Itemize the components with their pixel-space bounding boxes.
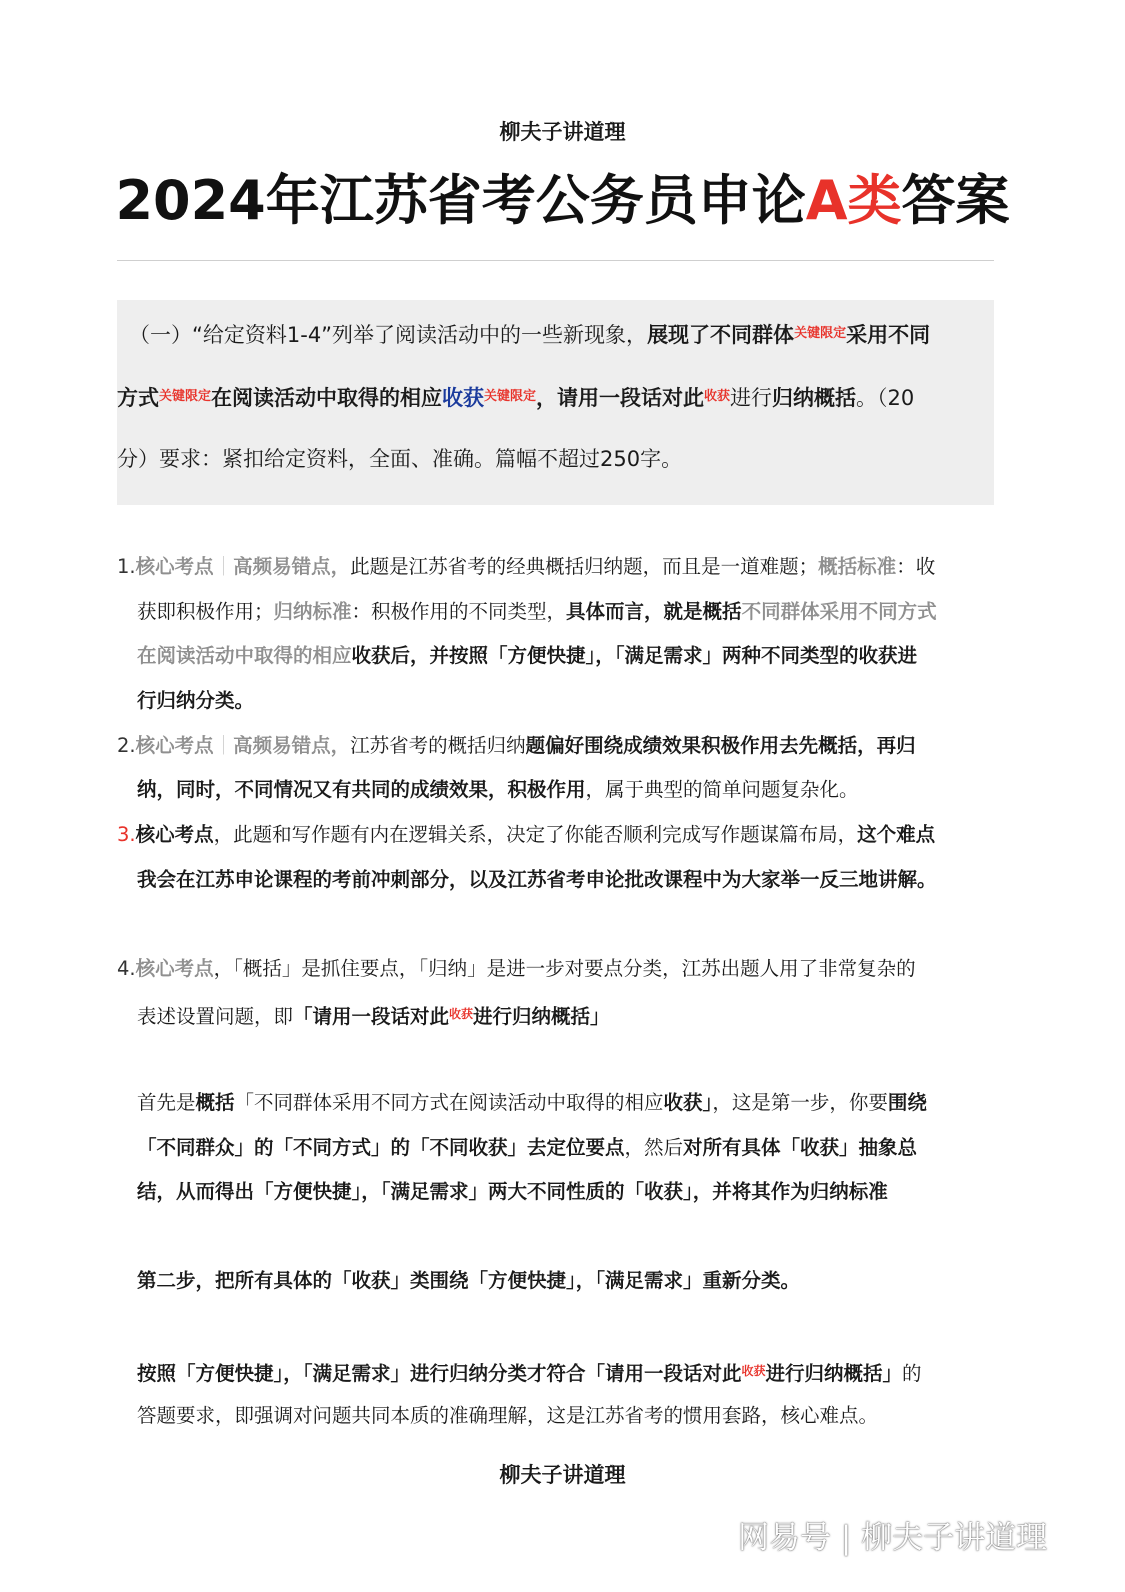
point-text: ，属于典型的简单问题复杂化。 bbox=[585, 778, 859, 801]
label-error-prone: 高频易错点， bbox=[233, 555, 351, 578]
point-emphasis: 这个难点 bbox=[857, 823, 936, 846]
question-emphasis: 归纳概括 bbox=[772, 386, 857, 410]
point-gray-text: 在阅读活动中取得的相应 bbox=[137, 644, 352, 667]
point-3-line-1 bbox=[117, 820, 935, 850]
step-1-line-3: 结，从而得出「方便快捷」，「满足需求」两大不同性质的「收获」，并将其作为归纳标准 bbox=[137, 1180, 888, 1203]
question-line-3: 分）要求：紧扣给定资料，全面、准确。篇幅不超过250字。 bbox=[117, 447, 683, 471]
analysis-emphasis: 进行归纳概括」 bbox=[765, 1362, 903, 1385]
point-emphasis: 收获后，并按照「方便快捷」，「满足需求」两种不同类型的收获进 bbox=[351, 644, 918, 667]
analysis-emphasis: 围绕 bbox=[887, 1091, 927, 1114]
list-number: 3. bbox=[117, 823, 136, 846]
key-limit-tag: 关键限定 bbox=[484, 389, 537, 404]
step-1-line-2 bbox=[137, 1133, 917, 1163]
question-emphasis: 在阅读活动中取得的相应 bbox=[211, 386, 443, 410]
analysis-emphasis: 「不同群众」的「不同方式」的「不同收获」去定位要点 bbox=[137, 1136, 625, 1159]
analysis-text: ，然后 bbox=[624, 1136, 684, 1159]
analysis-text: ，这是第一步，你要 bbox=[712, 1091, 888, 1114]
question-emphasis: ，请用一段话对此 bbox=[536, 386, 705, 410]
key-limit-tag: 关键限定 bbox=[794, 326, 847, 341]
question-emphasis: 采用不同 bbox=[846, 323, 931, 347]
question-line-1 bbox=[129, 302, 930, 367]
label-standard: 归纳标准 bbox=[273, 600, 352, 623]
point-4-line-2 bbox=[137, 999, 610, 1032]
title-divider bbox=[117, 260, 994, 261]
separator: ｜ bbox=[213, 734, 234, 757]
list-number: 2. bbox=[117, 734, 136, 757]
point-text: ：积极作用的不同类型， bbox=[351, 600, 567, 623]
point-3-line-2: 我会在江苏申论课程的考前冲刺部分，以及江苏省考申论批改课程中为大家举一反三地讲解。 bbox=[137, 868, 937, 891]
point-2-line-2 bbox=[137, 775, 859, 805]
analysis-emphasis: 收获」 bbox=[663, 1091, 713, 1114]
label-core: 核心考点 bbox=[135, 823, 214, 846]
point-text: ，「概括」是抓住要点，「归纳」是进一步对要点分类，江苏出题人用了非常复杂的 bbox=[213, 957, 916, 980]
analysis-emphasis: 概括 bbox=[195, 1091, 235, 1114]
point-emphasis: 进行归纳概括」 bbox=[473, 1005, 610, 1028]
list-number: 1. bbox=[117, 555, 136, 578]
harvest-tag: 收获 bbox=[704, 389, 731, 404]
analysis-emphasis: 按照「方便快捷」，「满足需求」进行归纳分类才符合「请用一段话对此 bbox=[137, 1362, 742, 1385]
point-text: 获即积极作用； bbox=[137, 600, 274, 623]
point-gray-text: 不同群体采用不同方式 bbox=[741, 600, 937, 623]
harvest-tag: 收获 bbox=[741, 1364, 766, 1378]
question-line-2 bbox=[117, 365, 914, 430]
question-emphasis: 展现了不同群体 bbox=[647, 323, 795, 347]
label-core: 核心考点 bbox=[135, 734, 214, 757]
analysis-text: 「不同群体采用不同方式在阅读活动中取得的相应 bbox=[234, 1091, 664, 1114]
point-text: 此题是江苏省考的经典概括归纳题，而且是一道难题； bbox=[350, 555, 819, 578]
point-1-line-2 bbox=[137, 597, 937, 627]
question-box bbox=[117, 300, 994, 505]
label-standard: 概括标准 bbox=[818, 555, 897, 578]
point-2-line-1 bbox=[117, 731, 916, 761]
point-text: 表述设置问题，即 bbox=[137, 1005, 294, 1028]
point-4-line-1 bbox=[117, 954, 916, 984]
step-2-line: 第二步，把所有具体的「收获」类围绕「方便快捷」，「满足需求」重新分类。 bbox=[137, 1269, 801, 1292]
step-1-line-1 bbox=[137, 1088, 927, 1118]
title-main-text: 2024年江苏省考公务员申论 bbox=[115, 169, 806, 232]
step-3-line-1 bbox=[137, 1356, 922, 1389]
point-1-line-1 bbox=[117, 552, 935, 582]
point-1-line-3 bbox=[137, 641, 917, 671]
author-name-bottom: 柳夫子讲道理 bbox=[499, 1463, 626, 1487]
point-emphasis: 「请用一段话对此 bbox=[293, 1005, 450, 1028]
harvest-tag: 收获 bbox=[449, 1007, 474, 1021]
question-harvest-word: 收获 bbox=[442, 386, 485, 410]
point-text: ，此题和写作题有内在逻辑关系，决定了你能否顺利完成写作题谋篇布局， bbox=[213, 823, 858, 846]
analysis-text: 首先是 bbox=[137, 1091, 196, 1114]
key-limit-tag: 关键限定 bbox=[159, 389, 212, 404]
analysis-emphasis: 对所有具体「收获」抽象总 bbox=[683, 1136, 918, 1159]
separator: ｜ bbox=[213, 555, 234, 578]
point-emphasis: 题偏好围绕成绩效果积极作用去先概括，再归 bbox=[525, 734, 916, 757]
point-emphasis: 具体而言，就是概括 bbox=[566, 600, 742, 623]
author-name-top: 柳夫子讲道理 bbox=[499, 120, 626, 144]
source-watermark: 网易号 | 柳夫子讲道理 bbox=[738, 1520, 1048, 1556]
analysis-text: 的 bbox=[902, 1362, 922, 1385]
point-text: ：收 bbox=[896, 555, 936, 578]
question-text: 进行 bbox=[730, 386, 773, 410]
point-1-line-4: 行归纳分类。 bbox=[137, 689, 255, 712]
label-error-prone: 高频易错点， bbox=[233, 734, 351, 757]
point-text: 江苏省考的概括归纳 bbox=[350, 734, 526, 757]
title-end-text: 答案 bbox=[901, 169, 1010, 232]
question-text: （一）“给定资料1-4”列举了阅读活动中的一些新现象， bbox=[129, 323, 648, 347]
question-emphasis: 方式 bbox=[117, 386, 159, 410]
step-3-line-2: 答题要求，即强调对问题共同本质的准确理解，这是江苏省考的惯用套路，核心难点。 bbox=[137, 1404, 879, 1427]
label-core: 核心考点 bbox=[135, 957, 214, 980]
list-number: 4. bbox=[117, 957, 136, 980]
question-text: 。（20 bbox=[856, 386, 915, 410]
point-emphasis: 纳，同时，不同情况又有共同的成绩效果，积极作用 bbox=[137, 778, 586, 801]
label-core: 核心考点 bbox=[135, 555, 214, 578]
title-accent-text: A类 bbox=[805, 169, 902, 232]
page-title bbox=[0, 158, 1125, 235]
